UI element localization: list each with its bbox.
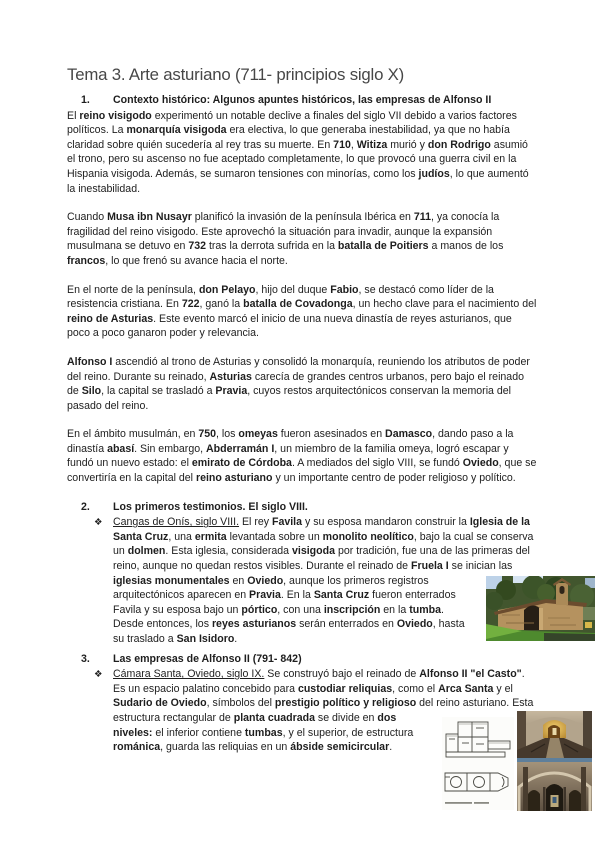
text-run: planta cuadrada [233, 711, 315, 724]
text-run: reino de Asturias [67, 312, 154, 325]
bullet-diamond-icon: ❖ [94, 669, 103, 681]
text-run: tumba [409, 603, 441, 616]
heading-text: Las empresas de Alfonso II (791- 842) [113, 652, 302, 665]
chapel-photo-art [486, 576, 595, 641]
text-run: Oviedo [396, 618, 433, 631]
text-run: Oviedo [462, 457, 499, 470]
text-run: francos [67, 254, 106, 267]
text-run: reino visigodo [79, 109, 152, 122]
paragraph-umayyads-oviedo [67, 427, 537, 485]
text-run: Oviedo [247, 574, 284, 587]
text-run: Alfonso II "el Casto" [419, 668, 522, 681]
text-run: tras la derrota sufrida en la [206, 240, 338, 253]
text-run: . Este evento marcó el inicio de una nueva dinastía de reyes asturianos, que poco a poco ganaron poder y relevancia. [67, 312, 512, 340]
text-run: , lo que frenó su avance hacia el norte. [105, 254, 288, 267]
text-run: murió y [387, 138, 428, 151]
text-run: batalla de Poitiers [337, 240, 429, 253]
text-run: serán enterrados en [296, 618, 397, 631]
text-run: , un miembro de la familia omeya, logró escapar y fundó un nuevo estado: el [67, 442, 509, 470]
text-run: planificó la invasión de la península Ibérica en [191, 211, 414, 224]
text-run: Abderramán I [206, 442, 275, 455]
document-body [67, 93, 537, 755]
text-run: judíos [418, 167, 450, 180]
text-run: el inferior contiene [152, 726, 245, 739]
text-run: emirato de Córdoba [191, 457, 292, 470]
text-run: Alfonso I [67, 355, 113, 368]
text-run: Iglesia de la Santa Cruz [113, 516, 530, 543]
text-run: 711 [413, 211, 431, 224]
text-run: por tradición, fue una de las primeras del reino, aunque no quedan restos visibles. Durante el reinado de [113, 545, 530, 573]
text-run: Santa Cruz [313, 589, 370, 602]
text-run: Cangas de Onís, siglo VIII. [113, 516, 240, 529]
text-run: prestigio político y religioso [274, 697, 417, 710]
text-run: Cuando [67, 211, 108, 224]
text-run: , la capital se trasladó a [101, 385, 216, 398]
text-run: ascendió al trono de Asturias y consolidó la monarquía, reuniendo los atributos de poder del reino. Durante su reinado, [67, 355, 530, 383]
heading-number: 3. [81, 652, 90, 665]
text-run: Damasco [385, 428, 433, 441]
text-run: , símbolos del [206, 697, 275, 710]
text-run: San Isidoro [176, 633, 235, 645]
text-run: 722 [181, 298, 200, 311]
text-run: visigoda [292, 545, 335, 558]
text-run: , hijo del duque [255, 283, 331, 296]
text-run: , una [168, 530, 195, 543]
santa-cruz-chapel-photo [486, 576, 595, 641]
text-run: fueron enterrados Favila y su esposa bajo un [113, 589, 456, 616]
text-run: ermita [194, 530, 227, 543]
text-run: , ya conocía la fragilidad del reino visigodo. Este aprovechó la situación para invadir, aunque la expansión musulmana se detuvo en [67, 211, 500, 253]
text-run: Arca Santa [438, 682, 494, 695]
text-run: reyes asturianos [211, 618, 297, 631]
text-run: Musa ibn Nusayr [107, 211, 192, 224]
text-run: 732 [188, 240, 206, 253]
text-run: inscripción [323, 603, 381, 616]
text-run: fueron asesinados en [277, 428, 386, 441]
text-run: , ganó la [199, 298, 244, 311]
heading-text: Contexto histórico: Algunos apuntes históricos, las empresas de Alfonso II [113, 94, 492, 106]
text-run: , un hecho clave para el nacimiento del [352, 298, 537, 311]
text-run: niveles: [113, 726, 153, 739]
text-run: Pravia [215, 385, 248, 398]
text-run: , lo que aumentó la inestabilidad. [67, 167, 529, 195]
section-heading-2 [67, 500, 537, 515]
text-run: . Desde entonces, los [113, 603, 444, 631]
text-run: Fabio [330, 283, 359, 296]
text-run: , se destacó como líder de la resistencia cristiana. En [67, 283, 494, 311]
text-run: 710 [333, 138, 351, 151]
text-run: dolmen [127, 545, 166, 558]
text-run: . Es un espacio palatino concebido para [113, 668, 525, 695]
text-run: don Rodrigo [427, 138, 491, 151]
text-run: Se construyó bajo el reinado de [264, 668, 420, 681]
text-run: monarquía visigoda [126, 124, 227, 137]
text-run: omeyas [238, 428, 278, 441]
text-run: , hasta su traslado a [113, 618, 465, 645]
text-run: , y el superior, de estructura [282, 726, 414, 739]
text-run: reino asturiano [195, 472, 273, 485]
text-run: y el [493, 682, 513, 695]
text-run: . A mediados del siglo VIII, se fundó [291, 457, 463, 470]
text-run: , cuyos restos arquitectónicos conservan la memoria del pasado del reino. [67, 385, 512, 412]
text-run: Cámara Santa, Oviedo, siglo IX. [113, 668, 265, 681]
heading-text: Los primeros testimonios. El siglo VIII. [113, 500, 308, 513]
section-heading-3 [67, 652, 537, 667]
text-run: tumbas [244, 726, 283, 739]
text-run: , los [216, 428, 239, 441]
text-run: . [389, 741, 393, 754]
document-title: Tema 3. Arte asturiano (711- principios siglo X) [67, 65, 405, 84]
text-run: custodiar reliquias [297, 682, 393, 695]
text-run: del reino asturiano. Esta estructura rectangular de [113, 697, 534, 724]
heading-number: 1. [81, 94, 90, 106]
text-run: 750 [198, 428, 216, 441]
text-run: se inician las [448, 560, 513, 573]
text-run: , aunque los primeros [283, 574, 388, 587]
heading-number: 2. [81, 500, 90, 513]
text-run: monolito neolítico [322, 530, 414, 543]
text-run: Favila [271, 516, 303, 529]
text-run: experimentó un notable declive a finales del siglo VII debido a varios factores políticos. La [67, 109, 517, 137]
text-run: El [67, 109, 80, 122]
text-run: iglesias monumentales [113, 574, 230, 587]
text-run: . Esta iglesia, considerada [165, 545, 293, 558]
section-heading-1 [67, 93, 537, 108]
text-run: se divide en [314, 711, 378, 724]
text-run: El rey [239, 516, 272, 529]
text-run: En el ámbito musulmán, en [67, 428, 199, 441]
camara-santa-interior-photos [517, 711, 592, 811]
text-run: registros arquitectónicos aparecen en [113, 574, 429, 602]
text-run: , bajo la cual se conserva un [113, 530, 534, 558]
text-run: don Pelayo [198, 283, 256, 296]
text-run: a manos de los [428, 240, 504, 253]
paragraph-pelayo-covadonga [67, 283, 537, 341]
bullet-camara-santa [67, 667, 537, 755]
text-run: . [234, 633, 238, 645]
paragraph-visigoth-decline [67, 109, 537, 197]
text-run: batalla de Covadonga [243, 298, 353, 311]
text-run: , guarda las reliquias en un [160, 741, 291, 754]
bullet-diamond-icon: ❖ [94, 517, 103, 529]
camara-santa-figures [442, 711, 592, 811]
text-run: . Sin embargo, [134, 442, 206, 455]
text-run: levantada sobre un [226, 530, 323, 543]
text-run: , [350, 138, 357, 151]
text-run: pórtico [241, 603, 278, 616]
text-run: en [229, 574, 248, 587]
text-run: y su esposa mandaron construir la [302, 516, 470, 529]
text-run: ábside semicircular [290, 741, 390, 754]
text-run: Asturias [209, 370, 252, 383]
text-run: en la [380, 603, 410, 616]
text-run: y un importante centro de poder religioso y político. [272, 472, 516, 485]
text-run: era electiva, lo que generaba inestabilidad, ya que no había claridad sobre quién sucedería al rey tras su muerte. En [67, 124, 510, 151]
text-run: Silo [81, 385, 102, 398]
bullet-cangas-de-onis [67, 515, 537, 646]
text-run: , como el [392, 682, 439, 695]
text-run: , dando paso a la dinastía [67, 428, 514, 455]
camara-santa-plan-drawing [442, 717, 514, 810]
text-run: dos [377, 711, 397, 724]
text-run: abasí [107, 442, 135, 455]
text-run: , que se convertiría en la capital del [67, 457, 537, 485]
text-run: asumió el trono, pero su ascenso no fue aceptado completamente, lo que provocó una guerra civil en la Hispania visigoda. Además, se sumaron tensiones con minorías, como los [67, 138, 528, 180]
text-run: carecía de grandes centros urbanos, pero bajo el reinado de [67, 370, 524, 398]
paragraph-muslim-invasion [67, 210, 537, 268]
text-run: En el norte de la península, [67, 283, 199, 296]
text-run: . En la [280, 589, 314, 602]
paragraph-alfonso-i [67, 355, 537, 413]
text-run: , con una [277, 603, 324, 616]
text-run: Witiza [356, 138, 388, 151]
text-run: Fruela I [411, 560, 449, 573]
text-run: Pravia [249, 589, 281, 602]
text-run: románica [113, 741, 161, 754]
text-run: Sudario de Oviedo [113, 697, 207, 710]
